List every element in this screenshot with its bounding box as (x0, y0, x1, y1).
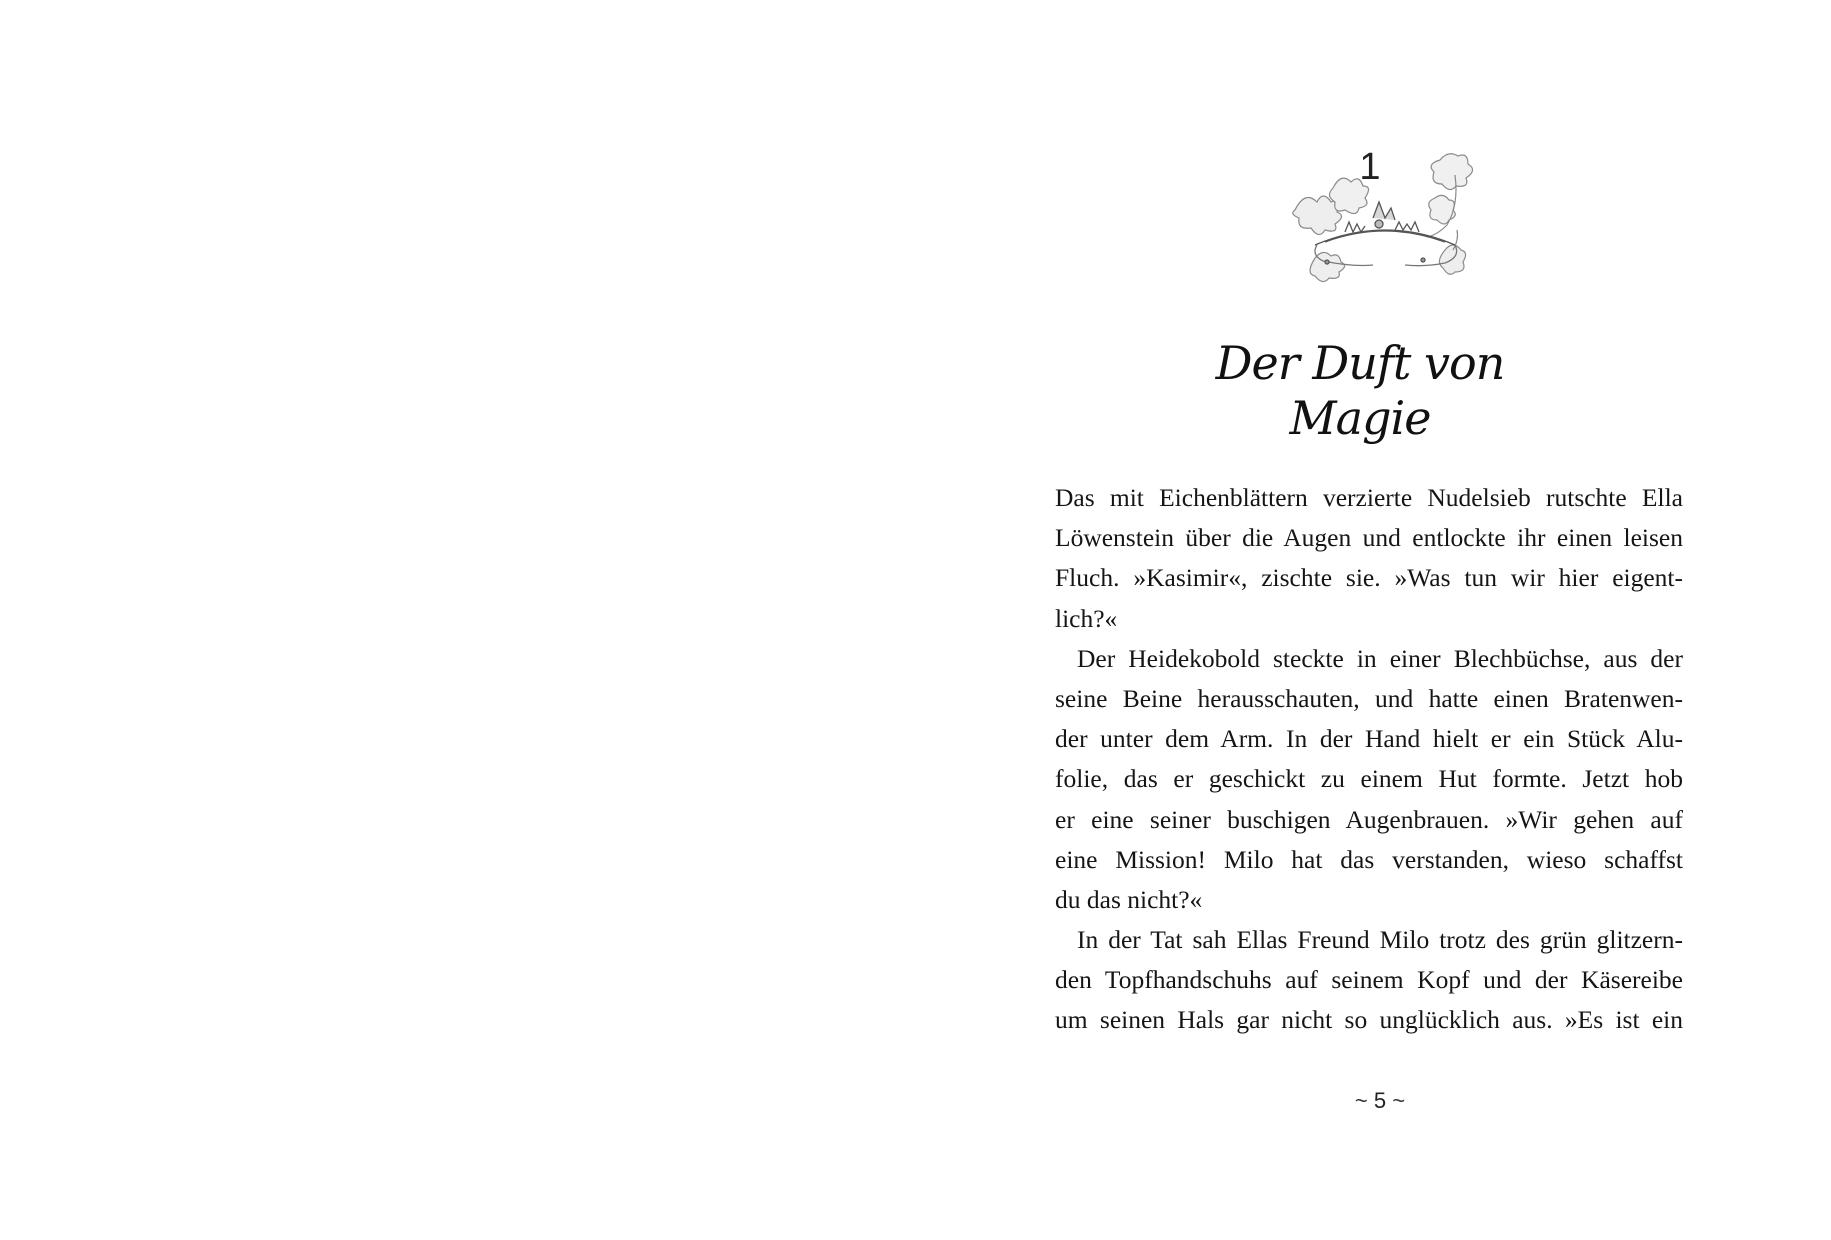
text-line: Löwenstein über die Augen und entlockte ihr einen leisen (1055, 523, 1683, 553)
folio-right-swash-icon: ~ (1392, 1088, 1406, 1113)
text-line: lich?« (1055, 603, 1118, 633)
left-page-blank (0, 0, 915, 1240)
text-line: Der Heidekobold steckte in einer Blechbüchse, aus der (1077, 643, 1683, 673)
text-line: In der Tat sah Ellas Freund Milo trotz des grün glitzern- (1077, 925, 1683, 955)
text-line: folie, das er geschickt zu einem Hut formte. Jetzt hob (1055, 764, 1683, 794)
chapter-body-text (1055, 478, 1683, 1041)
text-line: Das mit Eichenblättern verzierte Nudelsieb rutschte Ella (1055, 483, 1683, 512)
text-line: er eine seiner buschigen Augenbrauen. »Wir gehen auf (1055, 804, 1683, 834)
text-line: du das nicht?« (1055, 884, 1203, 914)
text-line: den Topfhandschuhs auf seinem Kopf und der Käsereibe (1055, 965, 1683, 995)
page-number: 5 (1373, 1088, 1387, 1113)
text-line: der unter dem Arm. In der Hand hielt er ein Stück Alu- (1055, 724, 1683, 754)
folio-left-swash-icon: ~ (1354, 1088, 1368, 1113)
chapter-number: 1 (1359, 146, 1381, 188)
text-line: Fluch. »Kasimir«, zischte sie. »Was tun wir hier eigent- (1055, 563, 1683, 593)
text-line: eine Mission! Milo hat das verstanden, wieso schaffst (1055, 844, 1683, 874)
chapter-title: Der Duft von Magie (1215, 336, 1505, 446)
text-line: seine Beine herausschauten, und hatte einen Bratenwen- (1055, 683, 1683, 713)
page-number-folio (1320, 1088, 1440, 1114)
text-line: um seinen Hals gar nicht so unglücklich aus. »Es ist ein (1055, 1005, 1683, 1035)
